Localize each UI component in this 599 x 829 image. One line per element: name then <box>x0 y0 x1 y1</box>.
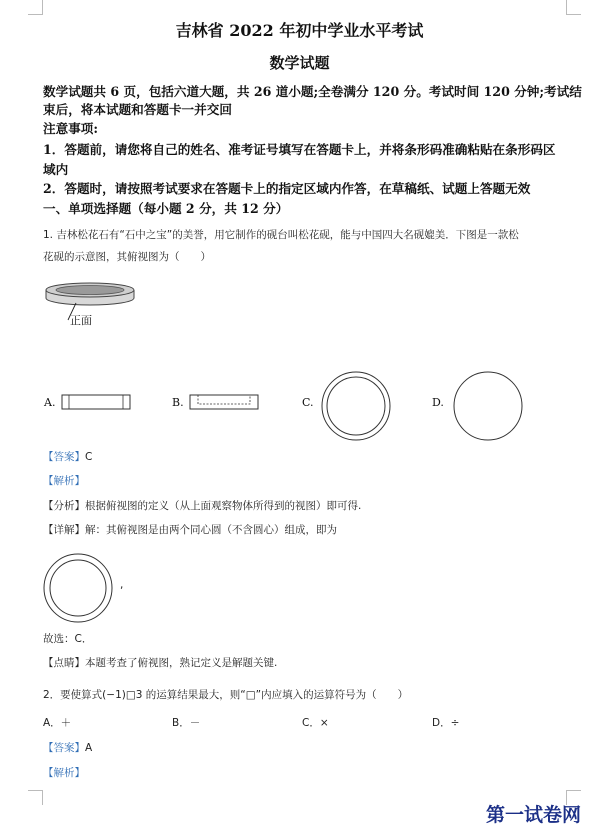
notice-title: 注意事项: <box>43 121 99 136</box>
q2-option-c: C．× <box>302 717 329 729</box>
intro-line-2: 束后，将本试题和答题卡一并交回 <box>43 102 232 117</box>
crop-mark-top-left <box>28 0 43 15</box>
q2-analysis-tag: 【解析】 <box>43 767 85 779</box>
comment-tag: 【点睛】 <box>43 657 85 669</box>
intro-line-1: 数学试题共 6 页，包括六道大题，共 26 道小题;全卷满分 120 分。考试时间 120 分钟;考试结 <box>43 84 582 99</box>
q1-analysis-tag: 【解析】 <box>43 475 85 487</box>
q2-option-a: A．＋ <box>43 717 72 729</box>
q1-text-cont: 花砚的示意图，其俯视图为（ ） <box>43 251 211 263</box>
q2-option-d: D．÷ <box>432 717 460 729</box>
section-heading: 一、单项选择题（每小题 2 分，共 12 分） <box>43 201 289 216</box>
detail-text: 解：其俯视图是由两个同心圆（不含圆心）组成，即为 <box>85 524 337 536</box>
option-b-figure <box>188 393 260 411</box>
q2-option-b: B．－ <box>172 717 201 729</box>
q1-answer <box>43 450 92 464</box>
q1-comment <box>43 656 277 670</box>
fenxi-tag: 【分析】 <box>43 500 85 512</box>
q2-text: 2．要使算式(−1)□3 的运算结果最大，则“□”内应填入的运算符号为（ ） <box>43 689 409 701</box>
answer-tag: 【答案】 <box>43 451 85 463</box>
crop-mark-bottom-left <box>28 790 43 805</box>
option-c-label: C. <box>302 396 314 409</box>
q2-answer-tag: 【答案】 <box>43 742 85 754</box>
detail-tag: 【详解】 <box>43 524 85 536</box>
option-a-label: A. <box>44 396 56 409</box>
q2-answer-value: A <box>85 742 93 754</box>
figure-comma: , <box>120 579 124 591</box>
q2-answer <box>43 741 92 755</box>
answer-value: C <box>85 451 93 463</box>
notice-2: 2．答题时，请按照考试要求在答题卡上的指定区域内作答，在草稿纸、试题上答题无效 <box>43 181 531 196</box>
watermark-logo: 第一试卷网 <box>486 804 582 826</box>
option-c-figure <box>320 370 392 442</box>
option-b-label: B. <box>172 396 184 409</box>
notice-1: 1．答题前，请您将自己的姓名、准考证号填写在答题卡上，并将条形码准确粘贴在条形码区 <box>43 142 556 157</box>
q1-therefore: 故选：C． <box>43 633 93 645</box>
page-title: 吉林省 2022 年初中学业水平考试 <box>175 21 424 40</box>
page-subtitle: 数学试题 <box>269 54 330 72</box>
q1-fenxi <box>43 499 361 513</box>
option-d-figure <box>452 370 524 442</box>
notice-1-cont: 域内 <box>43 162 69 177</box>
q1-text: 1. 吉林松花石有“石中之宝”的美誉，用它制作的砚台叫松花砚，能与中国四大名砚媲美．下图是一款松 <box>43 229 519 241</box>
concentric-circles-figure <box>42 552 114 624</box>
front-label: 正面 <box>70 314 92 327</box>
option-d-label: D. <box>432 396 444 409</box>
crop-mark-top-right <box>566 0 581 15</box>
comment-text: 本题考查了俯视图，熟记定义是解题关键. <box>85 657 278 669</box>
fenxi-text: 根据俯视图的定义（从上面观察物体所得到的视图）即可得. <box>85 500 362 512</box>
option-a-figure <box>60 393 132 411</box>
q1-detail <box>43 523 337 537</box>
